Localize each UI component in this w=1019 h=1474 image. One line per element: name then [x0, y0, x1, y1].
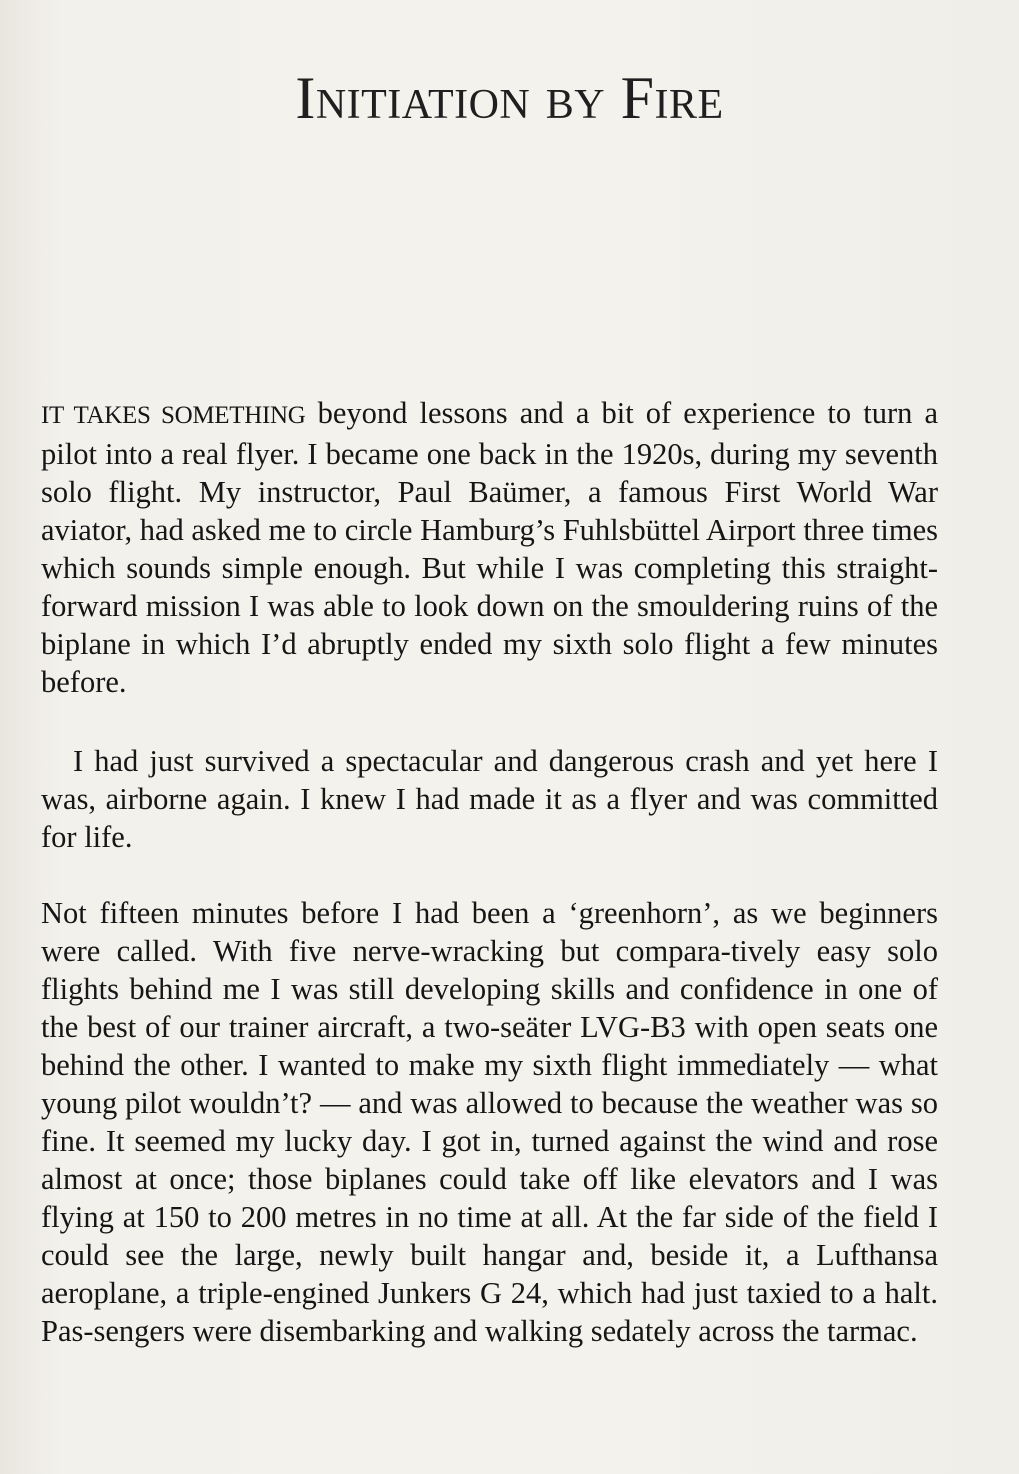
paragraph-2: I had just survived a spectacular and dangerous crash and yet here I was, airborne again. I knew I had made it as a flyer and was committed for life.: [41, 744, 938, 854]
chapter-title: Initiation by Fire: [295, 65, 724, 131]
paragraph-1-body: beyond lessons and a bit of experience to turn a pilot into a real flyer. I became one back in the 1920s, during my seventh solo flight. My instructor, Paul Baümer, a famous First World War aviator, had asked me to circle Hamburg’s Fuhlsbüttel Airport three times which sounds simple enough. But while I was completing this straight-forward mission I was able to look down on the smouldering ruins of the biplane in which I’d abruptly ended my sixth solo flight a few minutes before.: [41, 396, 939, 699]
paragraph-3: Not fifteen minutes before I had been a ‘greenhorn’, as we beginners were called. With five nerve-wracking but compara-tively easy solo flights behind me I was still developing skills and confidence in one of the best of our trainer aircraft, a two-seäter LVG-B3 with open seats one behind the other. I wanted to make my sixth flight immediately — what young pilot wouldn’t? — and was allowed to because the weather was so fine. It seemed my lucky day. I got in, turned against the wind and rose almost at once; those biplanes could take off like elevators and I was flying at 150 to 200 metres in no time at all. At the far side of the field I could see the large, newly built hangar and, beside it, a Lufthansa aeroplane, a triple-engined Junkers G 24, which had just taxied to a halt. Pas-sengers were disembarking and walking sedately across the tarmac.: [41, 896, 938, 1348]
paragraph-1: [41, 394, 938, 701]
paragraph-1-lead-in: IT TAKES SOMETHING: [41, 402, 306, 429]
